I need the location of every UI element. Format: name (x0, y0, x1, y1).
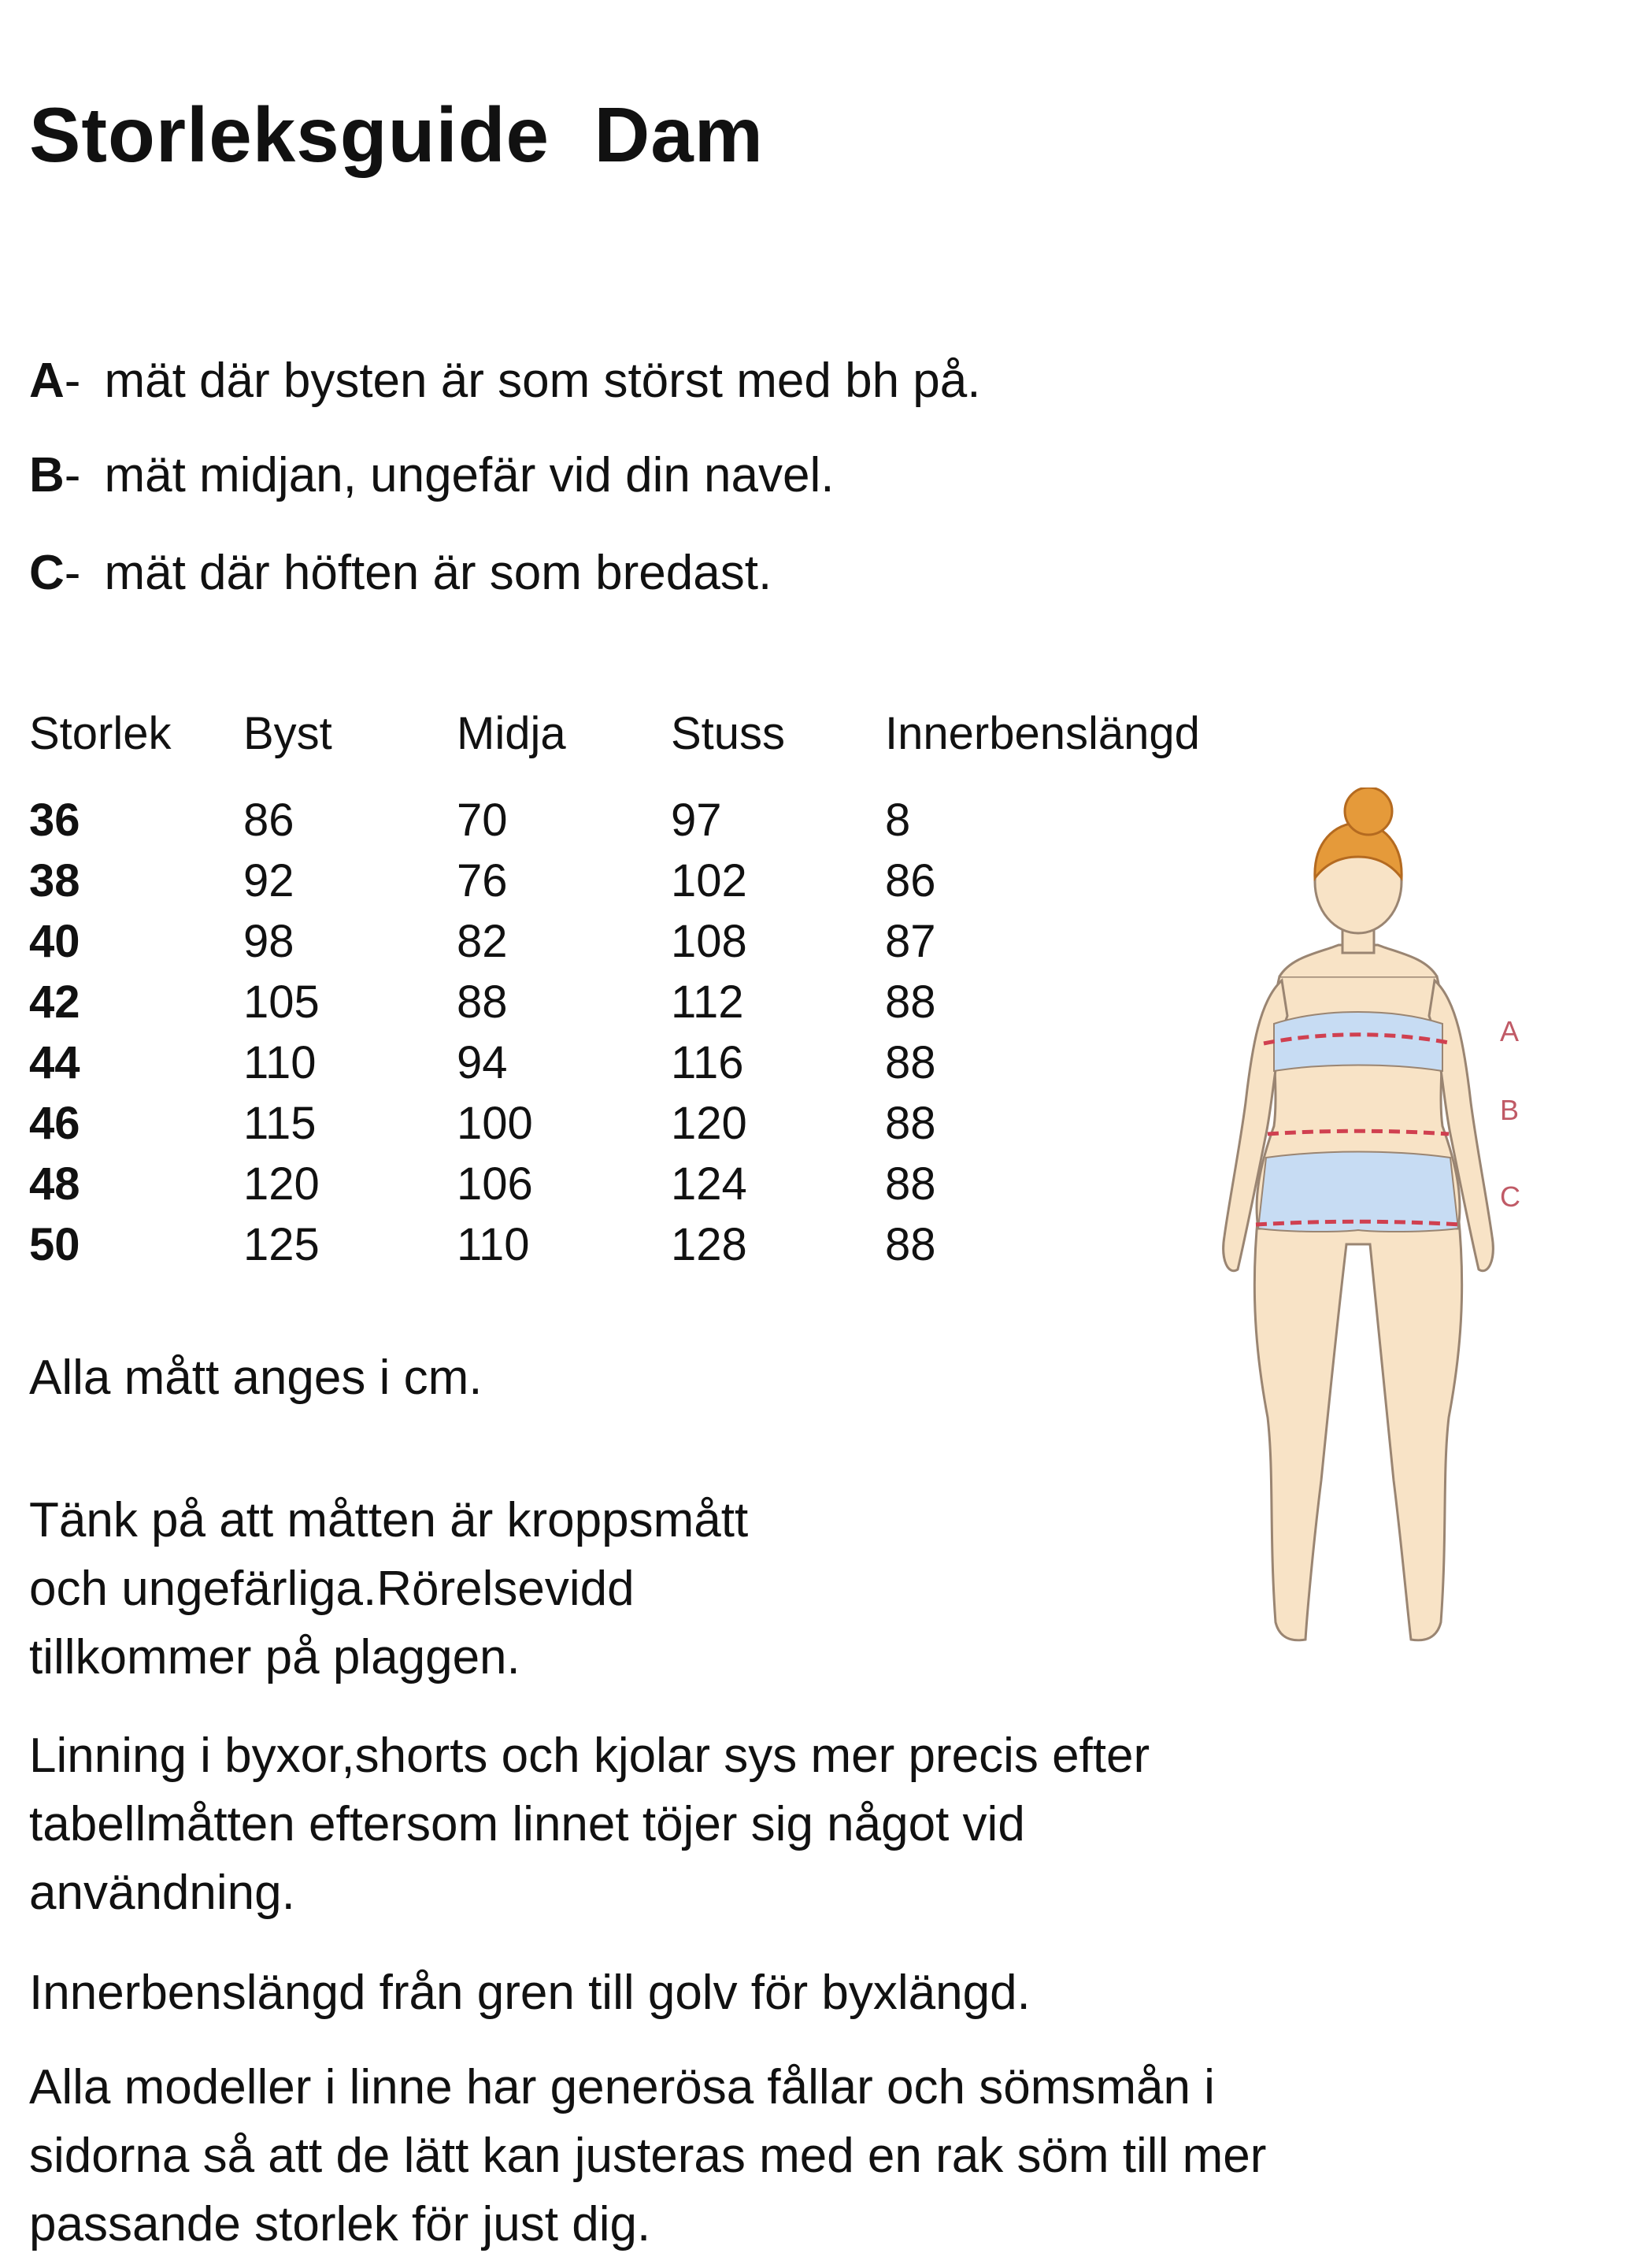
figure-top-garment (1274, 1012, 1442, 1071)
inseam-cell: 88 (885, 976, 936, 1028)
figure-label-c: C (1500, 1180, 1520, 1213)
instruction-waist (29, 447, 835, 503)
linen-models-note (29, 2053, 1525, 2259)
inseam-cell: 87 (885, 916, 936, 967)
waist-cell: 76 (457, 855, 508, 906)
waist-cell: 94 (457, 1037, 508, 1088)
inseam-cell: 88 (885, 1158, 936, 1210)
hip-cell: 102 (671, 855, 747, 906)
note-line: Alla modeller i linne har generösa fållar och sömsmån i (29, 2060, 1215, 2114)
figure-legs (1254, 1213, 1461, 1640)
instruction-hip (29, 545, 772, 601)
waist-cell: 100 (457, 1098, 533, 1149)
header-waist: Midja (457, 708, 566, 759)
inseam-cell: 88 (885, 1098, 936, 1149)
bust-cell: 115 (243, 1098, 317, 1149)
header-bust: Byst (243, 708, 332, 759)
bust-cell: 110 (243, 1037, 317, 1088)
note-line: användning. (29, 1866, 295, 1920)
inseam-note: Innerbenslängd från gren till golv för byxlängd. (29, 1966, 1031, 2020)
inseam-cell: 8 (885, 795, 911, 846)
figure-label-a: A (1500, 1015, 1520, 1047)
instruction-bust (29, 353, 980, 409)
units-note: Alla mått anges i cm. (29, 1351, 483, 1405)
bust-cell: 120 (243, 1158, 320, 1210)
size-cell: 42 (29, 976, 80, 1028)
size-cell: 44 (29, 1037, 80, 1088)
note-line: tabellmåtten eftersom linnet töjer sig något vid (29, 1797, 1025, 1851)
hip-cell: 120 (671, 1098, 747, 1149)
figure-bottom-garment (1258, 1152, 1458, 1232)
waist-cell: 88 (457, 976, 508, 1028)
bust-cell: 92 (243, 855, 294, 906)
size-cell: 38 (29, 855, 80, 906)
instruction-text: mät där höften är som bredast. (104, 546, 772, 600)
bust-cell: 86 (243, 795, 294, 846)
page-title: Storleksguide Dam (29, 91, 764, 178)
note-line: tillkommer på plaggen. (29, 1630, 520, 1684)
bust-cell: 105 (243, 976, 320, 1028)
waist-cell: 106 (457, 1158, 533, 1210)
size-cell: 48 (29, 1158, 80, 1210)
hip-cell: 124 (671, 1158, 747, 1210)
inseam-cell: 88 (885, 1219, 936, 1270)
size-cell: 50 (29, 1219, 80, 1270)
note-line: Tänk på att måtten är kroppsmått (29, 1493, 749, 1547)
body-measurement-figure (1181, 788, 1527, 1654)
instruction-dash: - (64, 448, 81, 502)
header-inseam: Innerbenslängd (885, 708, 1200, 759)
instruction-dash: - (64, 354, 81, 408)
waist-cell: 110 (457, 1219, 530, 1270)
note-line: och ungefärliga.Rörelsevidd (29, 1562, 635, 1616)
hip-cell: 97 (671, 795, 722, 846)
inseam-cell: 88 (885, 1037, 936, 1088)
hip-cell: 112 (671, 976, 744, 1028)
header-hip: Stuss (671, 708, 786, 759)
figure-hair-bun (1345, 788, 1392, 835)
bust-cell: 125 (243, 1219, 320, 1270)
instruction-text: mät där bysten är som störst med bh på. (104, 354, 981, 408)
bust-cell: 98 (243, 916, 294, 967)
size-cell: 36 (29, 795, 80, 846)
instruction-letter: C (29, 546, 65, 600)
instruction-text: mät midjan, ungefär vid din navel. (104, 448, 835, 502)
note-line: sidorna så att de lätt kan justeras med en rak söm till mer (29, 2129, 1267, 2183)
instruction-letter: B (29, 448, 65, 502)
hip-cell: 108 (671, 916, 747, 967)
hip-cell: 128 (671, 1219, 747, 1270)
waist-cell: 70 (457, 795, 508, 846)
waist-cell: 82 (457, 916, 508, 967)
instruction-letter: A (29, 354, 65, 408)
instruction-dash: - (64, 546, 81, 600)
size-cell: 46 (29, 1098, 80, 1149)
header-size: Storlek (29, 708, 172, 759)
figure-label-b: B (1500, 1094, 1520, 1126)
size-cell: 40 (29, 916, 80, 967)
hip-cell: 116 (671, 1037, 744, 1088)
inseam-cell: 86 (885, 855, 936, 906)
waistband-note (29, 1721, 1525, 1927)
note-line: Linning i byxor,shorts och kjolar sys mer precis efter (29, 1729, 1150, 1783)
note-line: passande storlek för just dig. (29, 2197, 651, 2251)
